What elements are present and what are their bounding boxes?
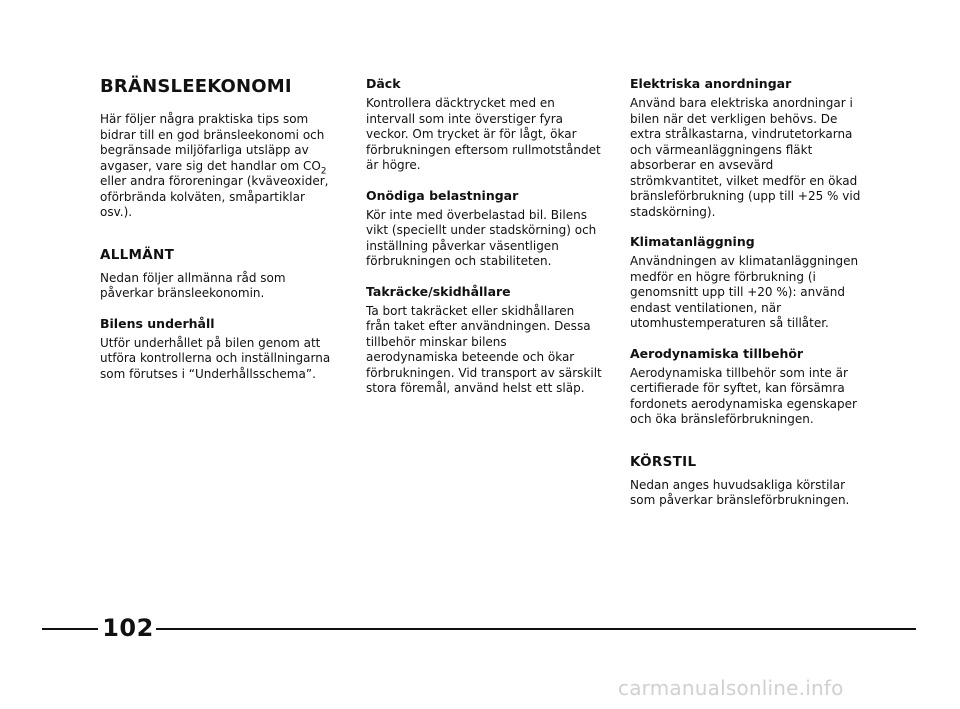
column-2 — [366, 76, 602, 397]
roof-rack-heading: Takräcke/skidhållare — [366, 283, 511, 299]
tyres-paragraph: Kontrollera däcktrycket med en intervall som inte överstiger fyra veckor. Om trycket är för lågt, ökar förbrukningen eftersom rullmotståndet är högre. — [366, 96, 601, 172]
climate-paragraph: Användningen av klimatanläggningen medför en högre förbrukning (i genomsnitt upp till +20 %): använd endast ventilationen, när utomhustemperaturen så tillåter. — [630, 254, 859, 330]
load-paragraph: Kör inte med överbelastad bil. Bilens vikt (speciellt under stadskörning) och inställning påverkar väsentligen förbrukningen och stabiliteten. — [366, 207, 597, 268]
aero-paragraph: Aerodynamiska tillbehör som inte är certifierade för syftet, kan försämra fordonets aerodynamiska egenskaper och öka bränsleförbrukningen. — [630, 365, 857, 426]
tyres-heading: Däck — [366, 76, 401, 91]
page-title: BRÄNSLEEKONOMI — [100, 76, 292, 97]
intro-subscript: 2 — [320, 165, 327, 176]
footer-rule-right — [156, 628, 916, 630]
roof-rack-paragraph: Ta bort takräcket eller skidhållaren från taket efter användningen. Dessa tillbehör minskar bilens aerodynamiska beteende och ökar förbrukningen. Vid transport av särskilt stora föremål, använd helst ett släp. — [366, 303, 602, 395]
intro-text-b: eller andra föroreningar (kväveoxider, oförbrända kolväten, småpartiklar osv.). — [100, 174, 329, 219]
intro-paragraph — [100, 112, 338, 221]
driving-style-paragraph: Nedan anges huvudsakliga körstilar som påverkar bränsleförbrukningen. — [630, 477, 850, 507]
general-heading: ALLMÄNT — [100, 246, 175, 263]
maintenance-heading: Bilens underhåll — [100, 315, 215, 331]
watermark-text: carmanualsonline.info — [618, 676, 844, 700]
maintenance-paragraph: Utför underhållet på bilen genom att utföra kontrollerna och inställningarna som förutses i “Underhållsschema”. — [100, 335, 331, 381]
intro-text-a: Här följer några praktiska tips som bidrar till en god bränsleekonomi och begränsade miljöfarliga utsläpp av avgaser, vare sig det handlar om CO — [100, 112, 325, 173]
driving-style-heading: KÖRSTIL — [630, 453, 697, 470]
column-1 — [100, 76, 338, 382]
electric-heading: Elektriska anordningar — [630, 76, 792, 91]
climate-heading: Klimatanläggning — [630, 234, 755, 249]
load-heading: Onödiga belastningar — [366, 187, 519, 203]
aero-heading: Aerodynamiska tillbehör — [630, 345, 804, 361]
page-number: 102 — [102, 614, 154, 642]
column-3 — [630, 76, 868, 509]
electric-paragraph: Använd bara elektriska anordningar i bilen när det verkligen behövs. De extra strålkastarna, vindrutetorkarna och värmeanläggningens fläkt absorberar en avsevärd strömkvantitet, vilket medför en ökad bränsleförbrukning (upp till +25 % vid stadskörning). — [630, 96, 861, 219]
general-paragraph: Nedan följer allmänna råd som påverkar bränsleekonomin. — [100, 270, 286, 300]
footer-rule-left — [42, 628, 98, 630]
